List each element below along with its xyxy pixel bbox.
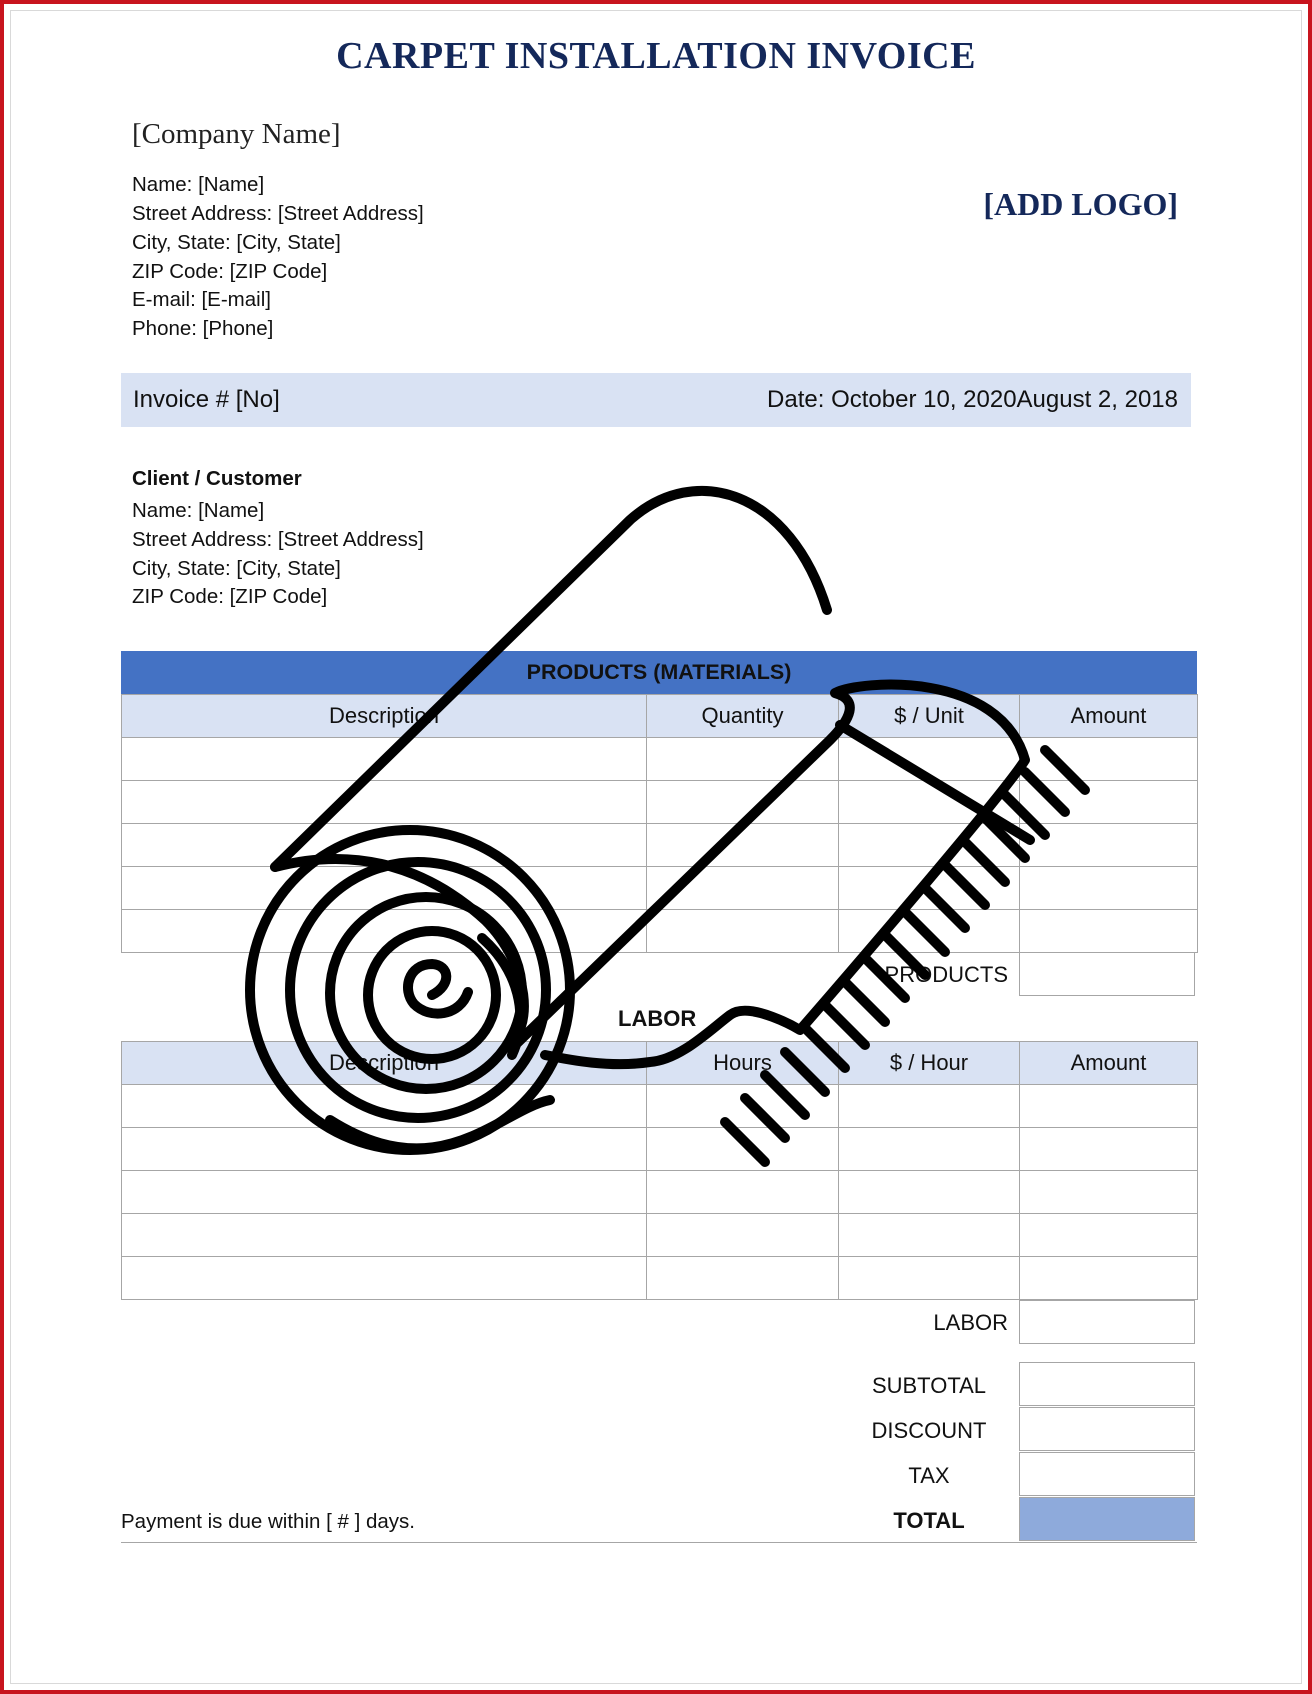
labor-header-row xyxy=(122,1042,1198,1085)
company-zip-line: ZIP Code: [ZIP Code] xyxy=(132,260,328,283)
products-total-label: PRODUCTS xyxy=(884,962,1008,987)
invoice-title: CARPET INSTALLATION INVOICE xyxy=(336,35,976,77)
bottom-divider xyxy=(121,1542,1197,1543)
description-cell[interactable] xyxy=(122,1214,647,1257)
tax-box[interactable] xyxy=(1019,1452,1195,1496)
client-heading: Client / Customer xyxy=(132,467,302,490)
hours-cell[interactable] xyxy=(647,1085,839,1128)
description-cell[interactable] xyxy=(122,867,647,910)
products-header-amount: Amount xyxy=(1020,695,1198,738)
amount-cell[interactable] xyxy=(1020,910,1198,953)
products-section-title: PRODUCTS (MATERIALS) xyxy=(121,651,1197,694)
unit-price-cell[interactable] xyxy=(839,867,1020,910)
labor-table xyxy=(121,1041,1198,1300)
company-phone-line: Phone: [Phone] xyxy=(132,317,274,340)
discount-label: DISCOUNT xyxy=(871,1418,987,1443)
discount-box[interactable] xyxy=(1019,1407,1195,1451)
tax-label: TAX xyxy=(908,1463,950,1488)
description-cell[interactable] xyxy=(122,910,647,953)
rate-cell[interactable] xyxy=(839,1171,1020,1214)
labor-header-hours: Hours xyxy=(647,1042,839,1085)
table-row xyxy=(122,1128,1198,1171)
table-row xyxy=(122,1171,1198,1214)
quantity-cell[interactable] xyxy=(647,781,839,824)
subtotal-box[interactable] xyxy=(1019,1362,1195,1406)
products-header-quantity: Quantity xyxy=(647,695,839,738)
invoice-number: Invoice # [No] xyxy=(133,386,280,413)
client-name-line: Name: [Name] xyxy=(132,499,265,522)
table-row xyxy=(122,1257,1198,1300)
labor-total-box[interactable] xyxy=(1019,1300,1195,1344)
company-city-line: City, State: [City, State] xyxy=(132,231,341,254)
subtotal-label: SUBTOTAL xyxy=(871,1373,987,1398)
hours-cell[interactable] xyxy=(647,1257,839,1300)
table-row xyxy=(122,867,1198,910)
rate-cell[interactable] xyxy=(839,1214,1020,1257)
amount-cell[interactable] xyxy=(1020,824,1198,867)
total-label: TOTAL xyxy=(893,1508,965,1533)
description-cell[interactable] xyxy=(122,1128,647,1171)
products-header-unit-price: $ / Unit xyxy=(839,695,1020,738)
amount-cell[interactable] xyxy=(1020,867,1198,910)
table-row xyxy=(122,910,1198,953)
table-row xyxy=(122,824,1198,867)
unit-price-cell[interactable] xyxy=(839,738,1020,781)
description-cell[interactable] xyxy=(122,1171,647,1214)
company-name-line: Name: [Name] xyxy=(132,173,265,196)
client-street-line: Street Address: [Street Address] xyxy=(132,528,424,551)
quantity-cell[interactable] xyxy=(647,910,839,953)
rate-cell[interactable] xyxy=(839,1128,1020,1171)
amount-cell[interactable] xyxy=(1020,1214,1198,1257)
products-header-row xyxy=(122,695,1198,738)
description-cell[interactable] xyxy=(122,824,647,867)
labor-header-amount: Amount xyxy=(1020,1042,1198,1085)
company-name: [Company Name] xyxy=(132,118,341,150)
products-total-box[interactable] xyxy=(1019,952,1195,996)
description-cell[interactable] xyxy=(122,738,647,781)
amount-cell[interactable] xyxy=(1020,1085,1198,1128)
hours-cell[interactable] xyxy=(647,1214,839,1257)
description-cell[interactable] xyxy=(122,1085,647,1128)
products-table xyxy=(121,694,1198,953)
client-zip-line: ZIP Code: [ZIP Code] xyxy=(132,585,328,608)
company-email-line: E-mail: [E-mail] xyxy=(132,288,271,311)
quantity-cell[interactable] xyxy=(647,738,839,781)
hours-cell[interactable] xyxy=(647,1171,839,1214)
table-row xyxy=(122,781,1198,824)
company-street-line: Street Address: [Street Address] xyxy=(132,202,424,225)
table-row xyxy=(122,738,1198,781)
amount-cell[interactable] xyxy=(1020,738,1198,781)
description-cell[interactable] xyxy=(122,781,647,824)
description-cell[interactable] xyxy=(122,1257,647,1300)
rate-cell[interactable] xyxy=(839,1257,1020,1300)
amount-cell[interactable] xyxy=(1020,1257,1198,1300)
hours-cell[interactable] xyxy=(647,1128,839,1171)
logo-placeholder: [ADD LOGO] xyxy=(983,186,1178,222)
quantity-cell[interactable] xyxy=(647,867,839,910)
amount-cell[interactable] xyxy=(1020,1128,1198,1171)
total-box[interactable] xyxy=(1019,1497,1195,1541)
labor-section-title: LABOR xyxy=(618,1006,697,1031)
unit-price-cell[interactable] xyxy=(839,824,1020,867)
invoice-date: Date: October 10, 2020August 2, 2018 xyxy=(767,386,1178,413)
quantity-cell[interactable] xyxy=(647,824,839,867)
amount-cell[interactable] xyxy=(1020,781,1198,824)
unit-price-cell[interactable] xyxy=(839,910,1020,953)
labor-total-label: LABOR xyxy=(933,1310,1008,1335)
labor-header-description: Description xyxy=(122,1042,647,1085)
client-city-line: City, State: [City, State] xyxy=(132,557,341,580)
table-row xyxy=(122,1214,1198,1257)
products-header-description: Description xyxy=(122,695,647,738)
amount-cell[interactable] xyxy=(1020,1171,1198,1214)
payment-terms: Payment is due within [ # ] days. xyxy=(121,1510,415,1533)
table-row xyxy=(122,1085,1198,1128)
rate-cell[interactable] xyxy=(839,1085,1020,1128)
labor-header-rate: $ / Hour xyxy=(839,1042,1020,1085)
unit-price-cell[interactable] xyxy=(839,781,1020,824)
